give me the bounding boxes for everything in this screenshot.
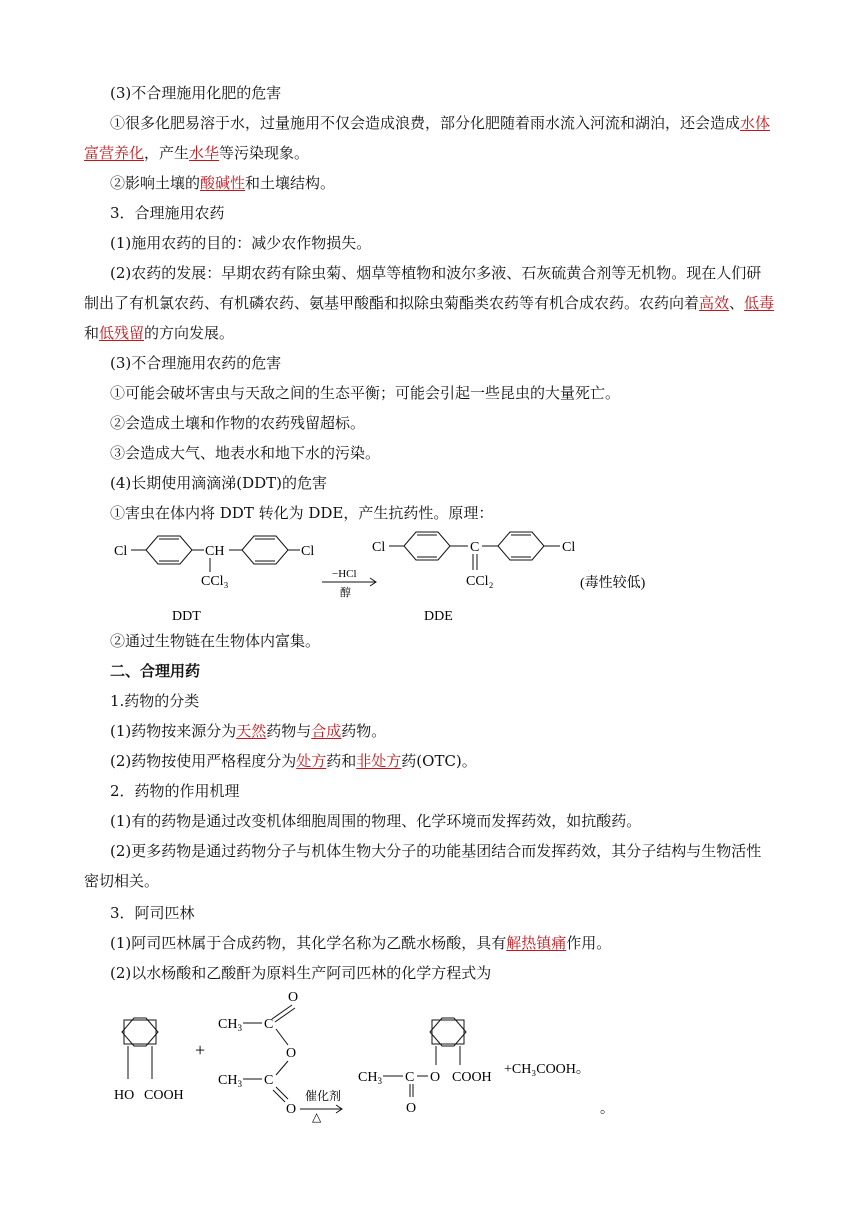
ddt-harm-heading: (4)长期使用滴滴涕(DDT)的危害 <box>110 474 328 492</box>
aspirin-2: (2)以水杨酸和乙酸酐为原料生产阿司匹林的化学方程式为 <box>110 964 492 982</box>
aspirin-heading: 3．阿司匹林 <box>110 904 195 922</box>
text-span: ①很多化肥易溶于水，过量施用不仅会造成浪费，部分化肥随着雨水流入河流和湖泊，还会造成 <box>110 114 741 132</box>
ddt-harm-1: ①害虫在体内将 DDT 转化为 DDE，产生抗药性。原理： <box>110 504 494 522</box>
pesticide-heading: 3．合理施用农药 <box>110 204 225 222</box>
text-span: 药物。 <box>341 722 387 740</box>
benzene-ring-icon <box>122 1018 158 1046</box>
double-bond <box>273 1090 285 1102</box>
answer-non-prescription: 非处方 <box>356 752 402 770</box>
ddt-to-dde-scheme <box>100 525 700 635</box>
answer-low-toxicity: 低毒 <box>744 294 775 312</box>
rational-drug-use-heading: 二、合理用药 <box>110 662 201 680</box>
anhydride-ch3-bottom: $CH_3$ <box>218 1073 242 1089</box>
drug-classification-heading: 1.药物的分类 <box>110 692 200 710</box>
text-span: (2)药物按使用严格程度分为 <box>110 752 297 770</box>
text-span: 药(OTC)。 <box>401 752 477 770</box>
dde-cl-right: Cl <box>562 540 576 555</box>
text-span: 和土壤结构。 <box>245 174 336 192</box>
text-span: 和 <box>84 324 100 342</box>
ddt-cl-left: Cl <box>114 544 128 559</box>
condition-minus-hcl: −HCl <box>332 568 357 580</box>
text-span: ②影响土壤的 <box>110 174 201 192</box>
condition-heat: △ <box>312 1110 322 1124</box>
toxicity-note: (毒性较低) <box>580 576 646 591</box>
salicylic-ho: HO <box>114 1088 135 1103</box>
answer-antipyretic-analgesic: 解热镇痛 <box>506 934 567 952</box>
aspirin-ester-o: O <box>430 1070 441 1085</box>
pesticide-development-line1: (2)农药的发展：早期农药有除虫菊、烟草等植物和波尔多液、石灰硫黄合剂等无机物。现在人们研 <box>110 264 762 282</box>
text-span: 制出了有机氯农药、有机磷农药、氨基甲酸酯和拟除虫菊酯类农药等有机合成农药。农药向着 <box>84 294 700 312</box>
aspirin-c: C <box>405 1070 415 1085</box>
answer-natural: 天然 <box>236 722 267 740</box>
drug-mechanism-1: (1)有的药物是通过改变机体细胞周围的物理、化学环境而发挥药效，如抗酸药。 <box>110 812 642 830</box>
ddt-label: DDT <box>172 609 201 624</box>
text-span: (1)药物按来源分为 <box>110 722 237 740</box>
drug-classification-2 <box>110 746 790 776</box>
pesticide-harm-heading: (3)不合理施用农药的危害 <box>110 354 282 372</box>
condition-alcohol: 醇 <box>340 587 351 599</box>
aspirin-carbonyl-o: O <box>406 1101 417 1116</box>
text-span: 等污染现象。 <box>219 144 310 162</box>
anhydride-o-bottom: O <box>286 1102 297 1117</box>
anhydride-o-bridge: O <box>286 1046 297 1061</box>
anhydride-c-top: C <box>264 1017 274 1032</box>
bond <box>276 1061 288 1075</box>
anhydride-ch3-top: $CH_3$ <box>218 1017 242 1033</box>
text-span: 药和 <box>326 752 357 770</box>
anhydride-c-bottom: C <box>264 1073 274 1088</box>
double-bond <box>276 1087 288 1099</box>
dde-label: DDE <box>424 609 453 624</box>
text-span: 作用。 <box>566 934 612 952</box>
salicylic-cooh: COOH <box>144 1088 184 1103</box>
fertilizer-harm-point-1 <box>110 108 790 138</box>
byproduct-acetic-acid: +CH₃COOH。 <box>504 1062 590 1077</box>
answer-prescription: 处方 <box>296 752 327 770</box>
drug-mechanism-2-line2: 密切相关。 <box>84 872 160 890</box>
bond <box>276 1029 288 1045</box>
answer-eutrophication-part1: 水体 <box>740 114 771 132</box>
anhydride-o-top: O <box>288 990 299 1005</box>
drug-mechanism-heading: 2．药物的作用机理 <box>110 782 240 800</box>
text-span: ，产生 <box>144 144 190 162</box>
aspirin-cooh: COOH <box>452 1070 492 1085</box>
ddt-harm-2: ②通过生物链在生物体内富集。 <box>110 632 321 650</box>
dde-ccl2: CCl₂ <box>466 574 494 589</box>
pesticide-harm-3: ③会造成大气、地表水和地下水的污染。 <box>110 444 381 462</box>
benzene-ring-icon <box>430 1018 466 1046</box>
plus-sign: + <box>195 1040 206 1060</box>
aspirin-ch3: $CH_3$ <box>358 1070 382 1086</box>
answer-low-residue: 低残留 <box>99 324 145 342</box>
ddt-cl-right: Cl <box>301 544 315 559</box>
benzene-ring-icon <box>498 532 544 560</box>
text-span: 的方向发展。 <box>144 324 235 342</box>
text-span: 药物与 <box>266 722 312 740</box>
equation-end-mark: 。 <box>600 1102 614 1117</box>
benzene-ring-icon <box>146 536 192 564</box>
answer-algal-bloom: 水华 <box>189 144 220 162</box>
answer-synthetic: 合成 <box>311 722 342 740</box>
pesticide-development-line2 <box>84 288 790 318</box>
pesticide-purpose: (1)施用农药的目的：减少农作物损失。 <box>110 234 372 252</box>
dde-cl-left: Cl <box>372 540 386 555</box>
answer-high-efficiency: 高效 <box>699 294 730 312</box>
answer-acidity-alkalinity: 酸碱性 <box>200 174 246 192</box>
ddt-ccl3: CCl₃ <box>201 574 229 589</box>
drug-mechanism-2-line1: (2)更多药物是通过药物分子与机体生物大分子的功能基团结合而发挥药效，其分子结构与生物活性 <box>110 842 762 860</box>
dde-c: C <box>470 540 480 555</box>
benzene-ring-icon <box>404 532 450 560</box>
text-span: 、 <box>729 294 745 312</box>
fertilizer-harm-heading: (3)不合理施用化肥的危害 <box>110 84 282 102</box>
pesticide-harm-1: ①可能会破坏害虫与天敌之间的生态平衡；可能会引起一些昆虫的大量死亡。 <box>110 384 621 402</box>
ddt-ch: CH <box>205 544 225 559</box>
benzene-ring-icon <box>242 536 288 564</box>
fertilizer-harm-point-1-cont <box>84 138 790 168</box>
aspirin-1 <box>110 928 790 958</box>
drug-classification-1 <box>110 716 790 746</box>
condition-catalyst: 催化剂 <box>305 1089 342 1103</box>
answer-eutrophication-part2: 富营养化 <box>84 144 145 162</box>
aspirin-synthesis-scheme <box>100 985 660 1125</box>
fertilizer-harm-point-2 <box>110 168 790 198</box>
pesticide-harm-2: ②会造成土壤和作物的农药残留超标。 <box>110 414 366 432</box>
pesticide-development-line3 <box>84 318 790 348</box>
text-span: (1)阿司匹林属于合成药物，其化学名称为乙酰水杨酸，具有 <box>110 934 507 952</box>
